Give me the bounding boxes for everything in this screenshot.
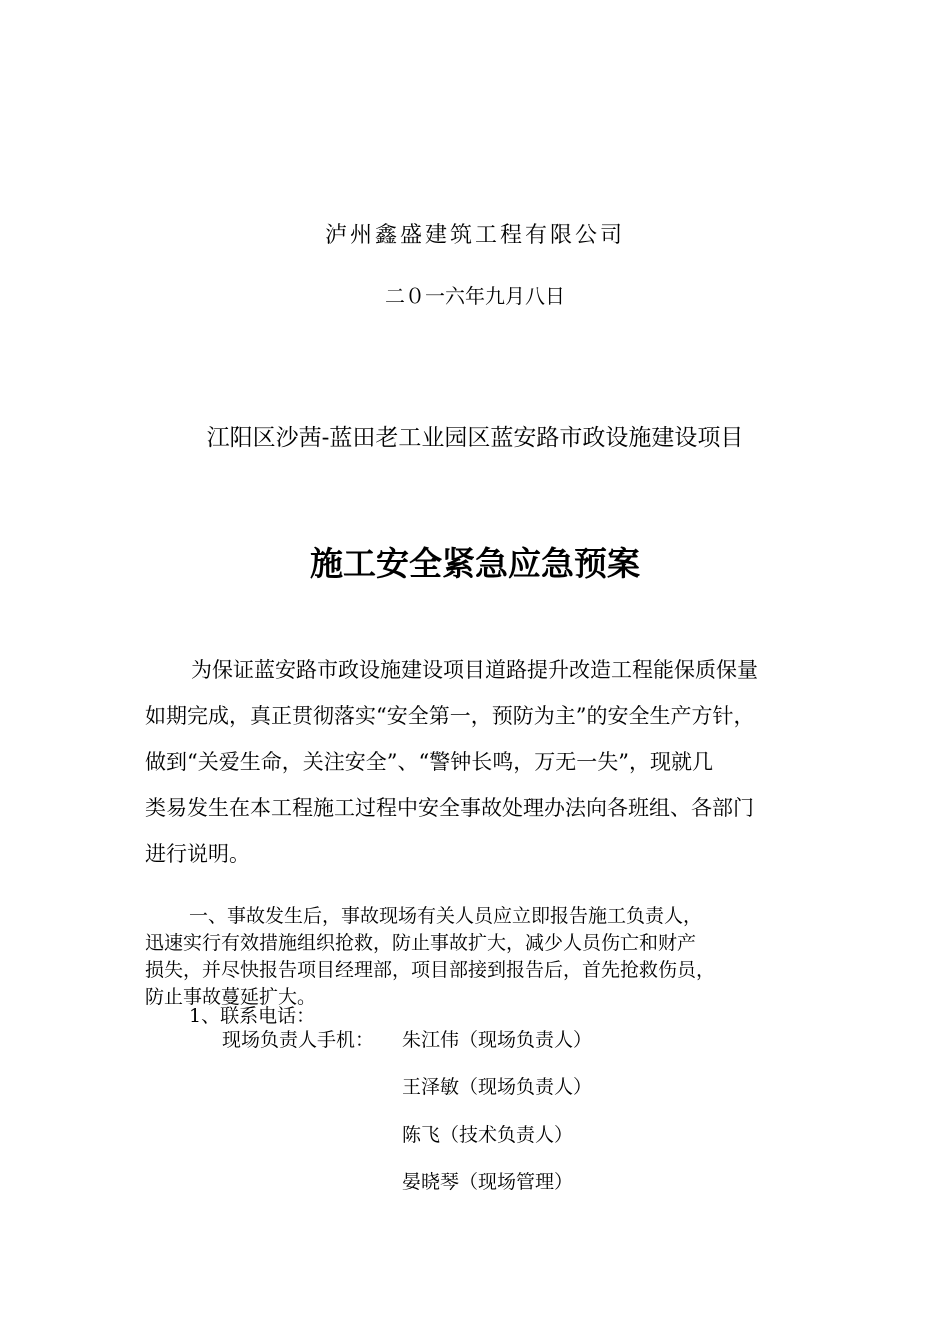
- contact-entry: 晏晓琴（现场管理）: [402, 1171, 574, 1193]
- contact-entry: 朱江伟（现场负责人）: [402, 1029, 593, 1051]
- project-name: 江阳区沙茜-蓝田老工业园区蓝安路市政设施建设项目: [206, 425, 744, 451]
- document-date: 二０一六年九月八日: [385, 284, 565, 308]
- intro-paragraph: [145, 654, 845, 874]
- intro-line: 进行说明。: [145, 842, 250, 866]
- intro-line: 做到“关爱生命，关注安全”、“警钟长鸣，万无一失”，现就几: [145, 750, 713, 774]
- contacts-label: 现场负责人手机：: [222, 1029, 375, 1051]
- section-1-line: 迅速实行有效措施组织抢救，防止事故扩大，减少人员伤亡和财产: [145, 932, 697, 954]
- contacts-heading: 1、联系电话：: [189, 1005, 316, 1027]
- section-1-line: 防止事故蔓延扩大。: [145, 986, 317, 1008]
- contact-entry: 王泽敏（现场负责人）: [402, 1076, 593, 1098]
- intro-line: 类易发生在本工程施工过程中安全事故处理办法向各班组、各部门: [145, 796, 754, 820]
- intro-line: 为保证蓝安路市政设施建设项目道路提升改造工程能保质保量: [191, 658, 758, 682]
- intro-line: 如期完成，真正贯彻落实“安全第一，预防为主”的安全生产方针，: [145, 704, 755, 728]
- company-name: 泸州鑫盛建筑工程有限公司: [324, 223, 625, 248]
- section-1-line: 损失，并尽快报告项目经理部，项目部接到报告后，首先抢救伤员，: [145, 959, 716, 981]
- section-1-line: 一、事故发生后，事故现场有关人员应立即报告施工负责人，: [189, 905, 703, 927]
- document-title: 施工安全紧急应急预案: [310, 544, 640, 583]
- contact-entry: 陈飞（技术负责人）: [402, 1124, 574, 1146]
- section-1-paragraph: [145, 901, 845, 1011]
